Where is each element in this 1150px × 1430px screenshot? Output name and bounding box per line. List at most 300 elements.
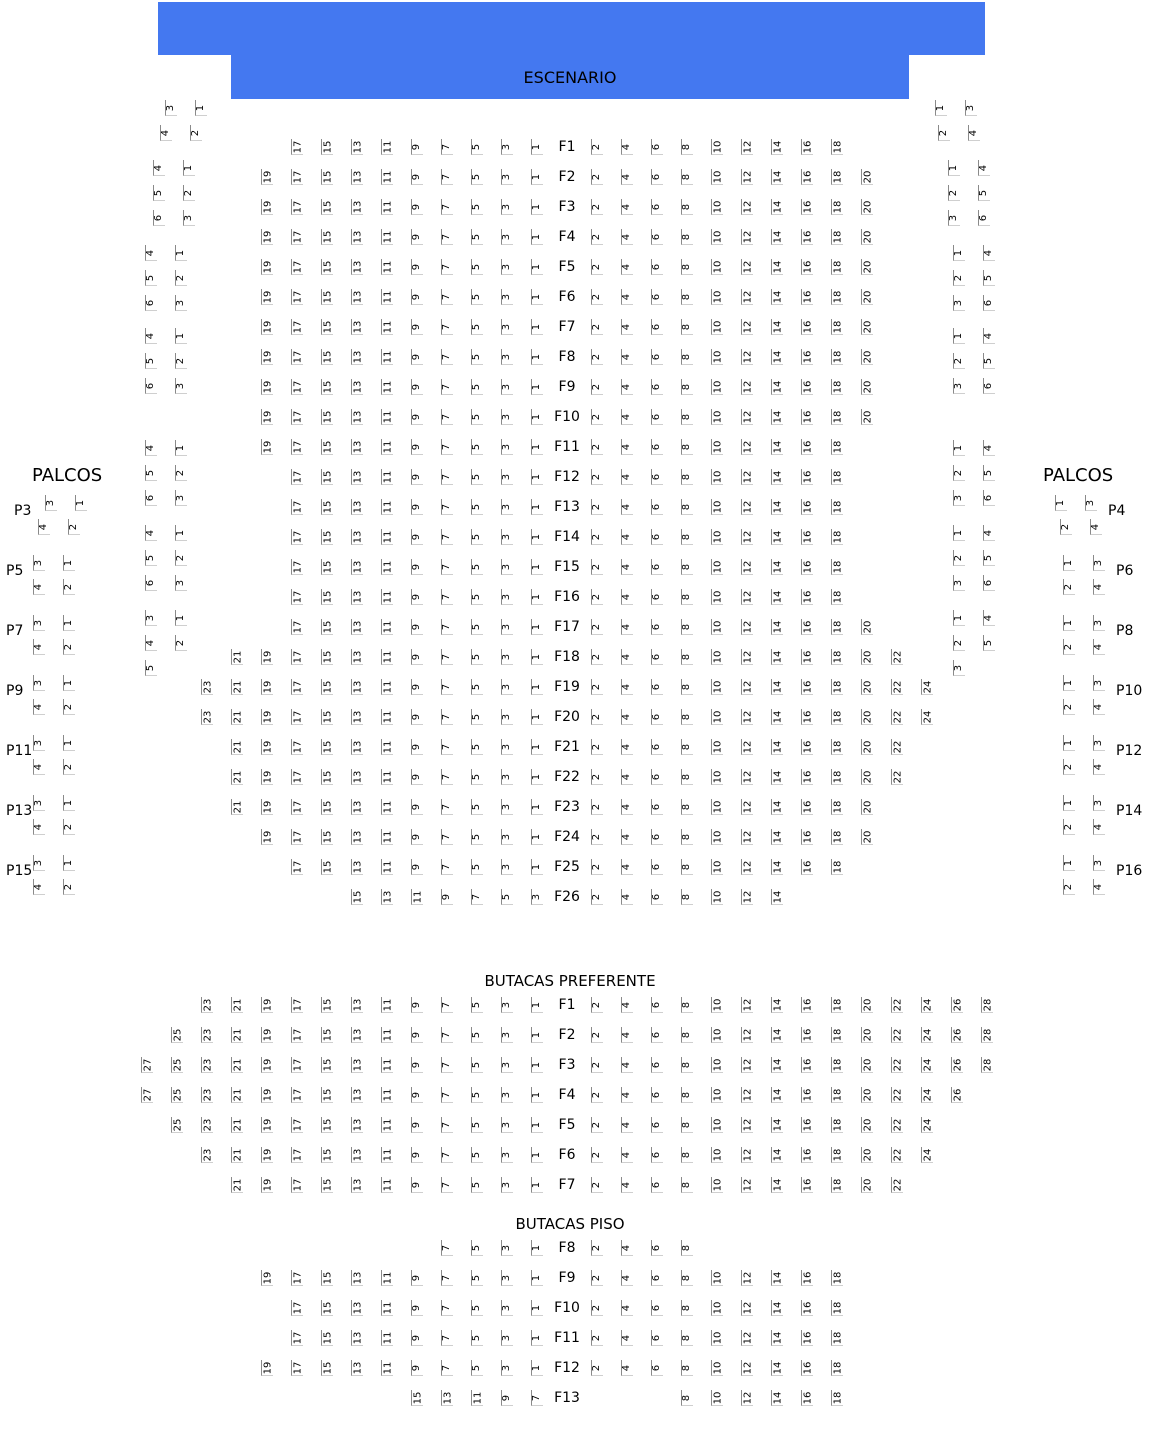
seat[interactable] — [321, 859, 333, 875]
seat[interactable] — [651, 139, 663, 155]
seat[interactable] — [771, 349, 783, 365]
seat[interactable] — [441, 169, 453, 185]
seat[interactable] — [471, 349, 483, 365]
seat[interactable] — [175, 525, 187, 541]
seat[interactable] — [145, 328, 157, 344]
seat[interactable] — [381, 997, 393, 1013]
seat[interactable] — [681, 379, 693, 395]
seat[interactable] — [741, 1177, 753, 1193]
seat[interactable] — [771, 649, 783, 665]
seat[interactable] — [321, 259, 333, 275]
seat[interactable] — [951, 1027, 963, 1043]
seat[interactable] — [953, 295, 965, 311]
seat[interactable] — [801, 649, 813, 665]
seat[interactable] — [175, 465, 187, 481]
seat[interactable] — [771, 319, 783, 335]
seat[interactable] — [651, 799, 663, 815]
seat[interactable] — [621, 289, 633, 305]
seat[interactable] — [831, 409, 843, 425]
seat[interactable] — [321, 379, 333, 395]
seat[interactable] — [441, 829, 453, 845]
seat[interactable] — [175, 575, 187, 591]
seat[interactable] — [978, 210, 990, 226]
seat[interactable] — [45, 495, 57, 511]
seat[interactable] — [231, 1147, 243, 1163]
seat[interactable] — [771, 709, 783, 725]
seat[interactable] — [801, 859, 813, 875]
seat[interactable] — [351, 709, 363, 725]
seat[interactable] — [1093, 555, 1105, 571]
seat[interactable] — [381, 619, 393, 635]
seat[interactable] — [591, 1270, 603, 1286]
seat[interactable] — [771, 829, 783, 845]
seat[interactable] — [741, 829, 753, 845]
seat[interactable] — [831, 709, 843, 725]
seat[interactable] — [261, 169, 273, 185]
seat[interactable] — [531, 1117, 543, 1133]
seat[interactable] — [63, 855, 75, 871]
seat[interactable] — [291, 679, 303, 695]
seat[interactable] — [261, 289, 273, 305]
seat[interactable] — [175, 378, 187, 394]
seat[interactable] — [471, 139, 483, 155]
seat[interactable] — [411, 1027, 423, 1043]
seat[interactable] — [33, 735, 45, 751]
seat[interactable] — [1063, 795, 1075, 811]
seat[interactable] — [651, 1330, 663, 1346]
seat[interactable] — [591, 589, 603, 605]
seat[interactable] — [591, 529, 603, 545]
seat[interactable] — [351, 469, 363, 485]
seat[interactable] — [411, 289, 423, 305]
seat[interactable] — [411, 499, 423, 515]
seat[interactable] — [953, 378, 965, 394]
seat[interactable] — [681, 1147, 693, 1163]
seat[interactable] — [591, 997, 603, 1013]
seat[interactable] — [153, 210, 165, 226]
seat[interactable] — [33, 759, 45, 775]
seat[interactable] — [591, 1240, 603, 1256]
seat[interactable] — [411, 649, 423, 665]
seat[interactable] — [591, 559, 603, 575]
seat[interactable] — [741, 739, 753, 755]
seat[interactable] — [441, 199, 453, 215]
seat[interactable] — [681, 1390, 693, 1406]
seat[interactable] — [145, 353, 157, 369]
seat[interactable] — [145, 550, 157, 566]
seat[interactable] — [175, 635, 187, 651]
seat[interactable] — [771, 439, 783, 455]
seat[interactable] — [33, 819, 45, 835]
seat[interactable] — [1085, 495, 1097, 511]
seat[interactable] — [831, 559, 843, 575]
seat[interactable] — [831, 589, 843, 605]
seat[interactable] — [831, 739, 843, 755]
seat[interactable] — [921, 679, 933, 695]
seat[interactable] — [351, 1087, 363, 1103]
seat[interactable] — [891, 739, 903, 755]
seat[interactable] — [801, 139, 813, 155]
seat[interactable] — [351, 649, 363, 665]
seat[interactable] — [681, 409, 693, 425]
seat[interactable] — [741, 997, 753, 1013]
seat[interactable] — [291, 409, 303, 425]
seat[interactable] — [965, 100, 977, 116]
seat[interactable] — [351, 1117, 363, 1133]
seat[interactable] — [591, 1147, 603, 1163]
seat[interactable] — [831, 679, 843, 695]
seat[interactable] — [651, 1087, 663, 1103]
seat[interactable] — [771, 1117, 783, 1133]
seat[interactable] — [145, 270, 157, 286]
seat[interactable] — [741, 139, 753, 155]
seat[interactable] — [771, 799, 783, 815]
seat[interactable] — [861, 169, 873, 185]
seat[interactable] — [501, 1360, 513, 1376]
seat[interactable] — [681, 589, 693, 605]
seat[interactable] — [471, 499, 483, 515]
seat[interactable] — [321, 997, 333, 1013]
seat[interactable] — [201, 997, 213, 1013]
seat[interactable] — [351, 589, 363, 605]
seat[interactable] — [771, 559, 783, 575]
seat[interactable] — [381, 529, 393, 545]
seat[interactable] — [411, 1117, 423, 1133]
seat[interactable] — [501, 559, 513, 575]
seat[interactable] — [621, 829, 633, 845]
seat[interactable] — [441, 1360, 453, 1376]
seat[interactable] — [771, 409, 783, 425]
seat[interactable] — [953, 245, 965, 261]
seat[interactable] — [321, 799, 333, 815]
seat[interactable] — [801, 1087, 813, 1103]
seat[interactable] — [501, 679, 513, 695]
seat[interactable] — [711, 1300, 723, 1316]
seat[interactable] — [621, 169, 633, 185]
seat[interactable] — [771, 889, 783, 905]
seat[interactable] — [711, 1390, 723, 1406]
seat[interactable] — [891, 1117, 903, 1133]
seat[interactable] — [741, 499, 753, 515]
seat[interactable] — [381, 1360, 393, 1376]
seat[interactable] — [591, 1177, 603, 1193]
seat[interactable] — [501, 409, 513, 425]
seat[interactable] — [175, 295, 187, 311]
seat[interactable] — [591, 769, 603, 785]
seat[interactable] — [471, 559, 483, 575]
seat[interactable] — [531, 289, 543, 305]
seat[interactable] — [261, 199, 273, 215]
seat[interactable] — [1093, 675, 1105, 691]
seat[interactable] — [291, 379, 303, 395]
seat[interactable] — [381, 1117, 393, 1133]
seat[interactable] — [621, 889, 633, 905]
seat[interactable] — [321, 1117, 333, 1133]
seat[interactable] — [771, 1147, 783, 1163]
seat[interactable] — [291, 139, 303, 155]
seat[interactable] — [351, 529, 363, 545]
seat[interactable] — [711, 199, 723, 215]
seat[interactable] — [651, 259, 663, 275]
seat[interactable] — [381, 139, 393, 155]
seat[interactable] — [621, 409, 633, 425]
seat[interactable] — [411, 529, 423, 545]
seat[interactable] — [351, 229, 363, 245]
seat[interactable] — [1063, 675, 1075, 691]
seat[interactable] — [591, 259, 603, 275]
seat[interactable] — [501, 769, 513, 785]
seat[interactable] — [33, 615, 45, 631]
seat[interactable] — [651, 1057, 663, 1073]
seat[interactable] — [711, 739, 723, 755]
seat[interactable] — [953, 550, 965, 566]
seat[interactable] — [471, 1360, 483, 1376]
seat[interactable] — [771, 469, 783, 485]
seat[interactable] — [145, 378, 157, 394]
seat[interactable] — [351, 409, 363, 425]
seat[interactable] — [471, 169, 483, 185]
seat[interactable] — [741, 319, 753, 335]
seat[interactable] — [411, 169, 423, 185]
seat[interactable] — [501, 439, 513, 455]
seat[interactable] — [651, 769, 663, 785]
seat[interactable] — [681, 1057, 693, 1073]
seat[interactable] — [531, 499, 543, 515]
seat[interactable] — [261, 1117, 273, 1133]
seat[interactable] — [801, 409, 813, 425]
seat[interactable] — [471, 1270, 483, 1286]
seat[interactable] — [291, 169, 303, 185]
seat[interactable] — [861, 1027, 873, 1043]
seat[interactable] — [261, 1270, 273, 1286]
seat[interactable] — [1063, 819, 1075, 835]
seat[interactable] — [771, 679, 783, 695]
seat[interactable] — [381, 169, 393, 185]
seat[interactable] — [891, 997, 903, 1013]
seat[interactable] — [153, 160, 165, 176]
seat[interactable] — [441, 139, 453, 155]
seat[interactable] — [591, 349, 603, 365]
seat[interactable] — [201, 1147, 213, 1163]
seat[interactable] — [471, 739, 483, 755]
seat[interactable] — [953, 660, 965, 676]
seat[interactable] — [351, 1057, 363, 1073]
seat[interactable] — [621, 709, 633, 725]
seat[interactable] — [621, 739, 633, 755]
seat[interactable] — [591, 619, 603, 635]
seat[interactable] — [1093, 639, 1105, 655]
seat[interactable] — [381, 409, 393, 425]
seat[interactable] — [75, 495, 87, 511]
seat[interactable] — [831, 997, 843, 1013]
seat[interactable] — [471, 229, 483, 245]
seat[interactable] — [411, 1390, 423, 1406]
seat[interactable] — [681, 1087, 693, 1103]
seat[interactable] — [621, 1057, 633, 1073]
seat[interactable] — [741, 169, 753, 185]
seat[interactable] — [261, 739, 273, 755]
seat[interactable] — [591, 709, 603, 725]
seat[interactable] — [351, 799, 363, 815]
seat[interactable] — [1093, 735, 1105, 751]
seat[interactable] — [651, 169, 663, 185]
seat[interactable] — [531, 529, 543, 545]
seat[interactable] — [441, 469, 453, 485]
seat[interactable] — [501, 859, 513, 875]
seat[interactable] — [171, 1057, 183, 1073]
seat[interactable] — [381, 859, 393, 875]
seat[interactable] — [291, 229, 303, 245]
seat[interactable] — [351, 499, 363, 515]
seat[interactable] — [261, 349, 273, 365]
seat[interactable] — [411, 469, 423, 485]
seat[interactable] — [591, 1087, 603, 1103]
seat[interactable] — [1063, 759, 1075, 775]
seat[interactable] — [531, 589, 543, 605]
seat[interactable] — [831, 859, 843, 875]
seat[interactable] — [953, 328, 965, 344]
seat[interactable] — [381, 1057, 393, 1073]
seat[interactable] — [381, 289, 393, 305]
seat[interactable] — [741, 1270, 753, 1286]
seat[interactable] — [591, 1117, 603, 1133]
seat[interactable] — [33, 879, 45, 895]
seat[interactable] — [261, 997, 273, 1013]
seat[interactable] — [651, 1117, 663, 1133]
seat[interactable] — [741, 769, 753, 785]
seat[interactable] — [381, 649, 393, 665]
seat[interactable] — [711, 439, 723, 455]
seat[interactable] — [501, 199, 513, 215]
seat[interactable] — [381, 709, 393, 725]
seat[interactable] — [381, 589, 393, 605]
seat[interactable] — [381, 259, 393, 275]
seat[interactable] — [195, 100, 207, 116]
seat[interactable] — [291, 319, 303, 335]
seat[interactable] — [741, 799, 753, 815]
seat[interactable] — [441, 1147, 453, 1163]
seat[interactable] — [801, 469, 813, 485]
seat[interactable] — [651, 229, 663, 245]
seat[interactable] — [381, 439, 393, 455]
seat[interactable] — [471, 1027, 483, 1043]
seat[interactable] — [171, 1027, 183, 1043]
seat[interactable] — [501, 1087, 513, 1103]
seat[interactable] — [531, 1087, 543, 1103]
seat[interactable] — [831, 1117, 843, 1133]
seat[interactable] — [801, 499, 813, 515]
seat[interactable] — [801, 997, 813, 1013]
seat[interactable] — [291, 439, 303, 455]
seat[interactable] — [351, 319, 363, 335]
seat[interactable] — [968, 125, 980, 141]
seat[interactable] — [201, 1117, 213, 1133]
seat[interactable] — [321, 529, 333, 545]
seat[interactable] — [471, 679, 483, 695]
seat[interactable] — [321, 199, 333, 215]
seat[interactable] — [621, 259, 633, 275]
seat[interactable] — [441, 529, 453, 545]
seat[interactable] — [681, 1240, 693, 1256]
seat[interactable] — [531, 1390, 543, 1406]
seat[interactable] — [145, 295, 157, 311]
seat[interactable] — [1093, 819, 1105, 835]
seat[interactable] — [291, 199, 303, 215]
seat[interactable] — [651, 829, 663, 845]
seat[interactable] — [621, 1027, 633, 1043]
seat[interactable] — [861, 799, 873, 815]
seat[interactable] — [145, 465, 157, 481]
seat[interactable] — [591, 1360, 603, 1376]
seat[interactable] — [411, 259, 423, 275]
seat[interactable] — [231, 739, 243, 755]
seat[interactable] — [291, 1360, 303, 1376]
seat[interactable] — [681, 289, 693, 305]
seat[interactable] — [771, 379, 783, 395]
seat[interactable] — [711, 289, 723, 305]
seat[interactable] — [831, 799, 843, 815]
seat[interactable] — [441, 259, 453, 275]
seat[interactable] — [681, 619, 693, 635]
seat[interactable] — [741, 1390, 753, 1406]
seat[interactable] — [261, 679, 273, 695]
seat[interactable] — [948, 210, 960, 226]
seat[interactable] — [411, 997, 423, 1013]
seat[interactable] — [651, 289, 663, 305]
seat[interactable] — [351, 769, 363, 785]
seat[interactable] — [381, 739, 393, 755]
seat[interactable] — [441, 679, 453, 695]
seat[interactable] — [651, 859, 663, 875]
seat[interactable] — [141, 1087, 153, 1103]
seat[interactable] — [33, 639, 45, 655]
seat[interactable] — [711, 769, 723, 785]
seat[interactable] — [175, 328, 187, 344]
seat[interactable] — [983, 550, 995, 566]
seat[interactable] — [861, 379, 873, 395]
seat[interactable] — [145, 245, 157, 261]
seat[interactable] — [681, 199, 693, 215]
seat[interactable] — [531, 1300, 543, 1316]
seat[interactable] — [801, 1027, 813, 1043]
seat[interactable] — [741, 199, 753, 215]
seat[interactable] — [321, 769, 333, 785]
seat[interactable] — [501, 1147, 513, 1163]
seat[interactable] — [591, 1027, 603, 1043]
seat[interactable] — [711, 679, 723, 695]
seat[interactable] — [531, 139, 543, 155]
seat[interactable] — [441, 889, 453, 905]
seat[interactable] — [38, 519, 50, 535]
seat[interactable] — [411, 319, 423, 335]
seat[interactable] — [983, 440, 995, 456]
seat[interactable] — [981, 997, 993, 1013]
seat[interactable] — [183, 210, 195, 226]
seat[interactable] — [291, 589, 303, 605]
seat[interactable] — [471, 889, 483, 905]
seat[interactable] — [801, 619, 813, 635]
seat[interactable] — [531, 997, 543, 1013]
seat[interactable] — [591, 319, 603, 335]
seat[interactable] — [321, 1360, 333, 1376]
seat[interactable] — [801, 289, 813, 305]
seat[interactable] — [711, 1360, 723, 1376]
seat[interactable] — [471, 529, 483, 545]
seat[interactable] — [501, 289, 513, 305]
seat[interactable] — [1093, 579, 1105, 595]
seat[interactable] — [231, 1057, 243, 1073]
seat[interactable] — [531, 409, 543, 425]
